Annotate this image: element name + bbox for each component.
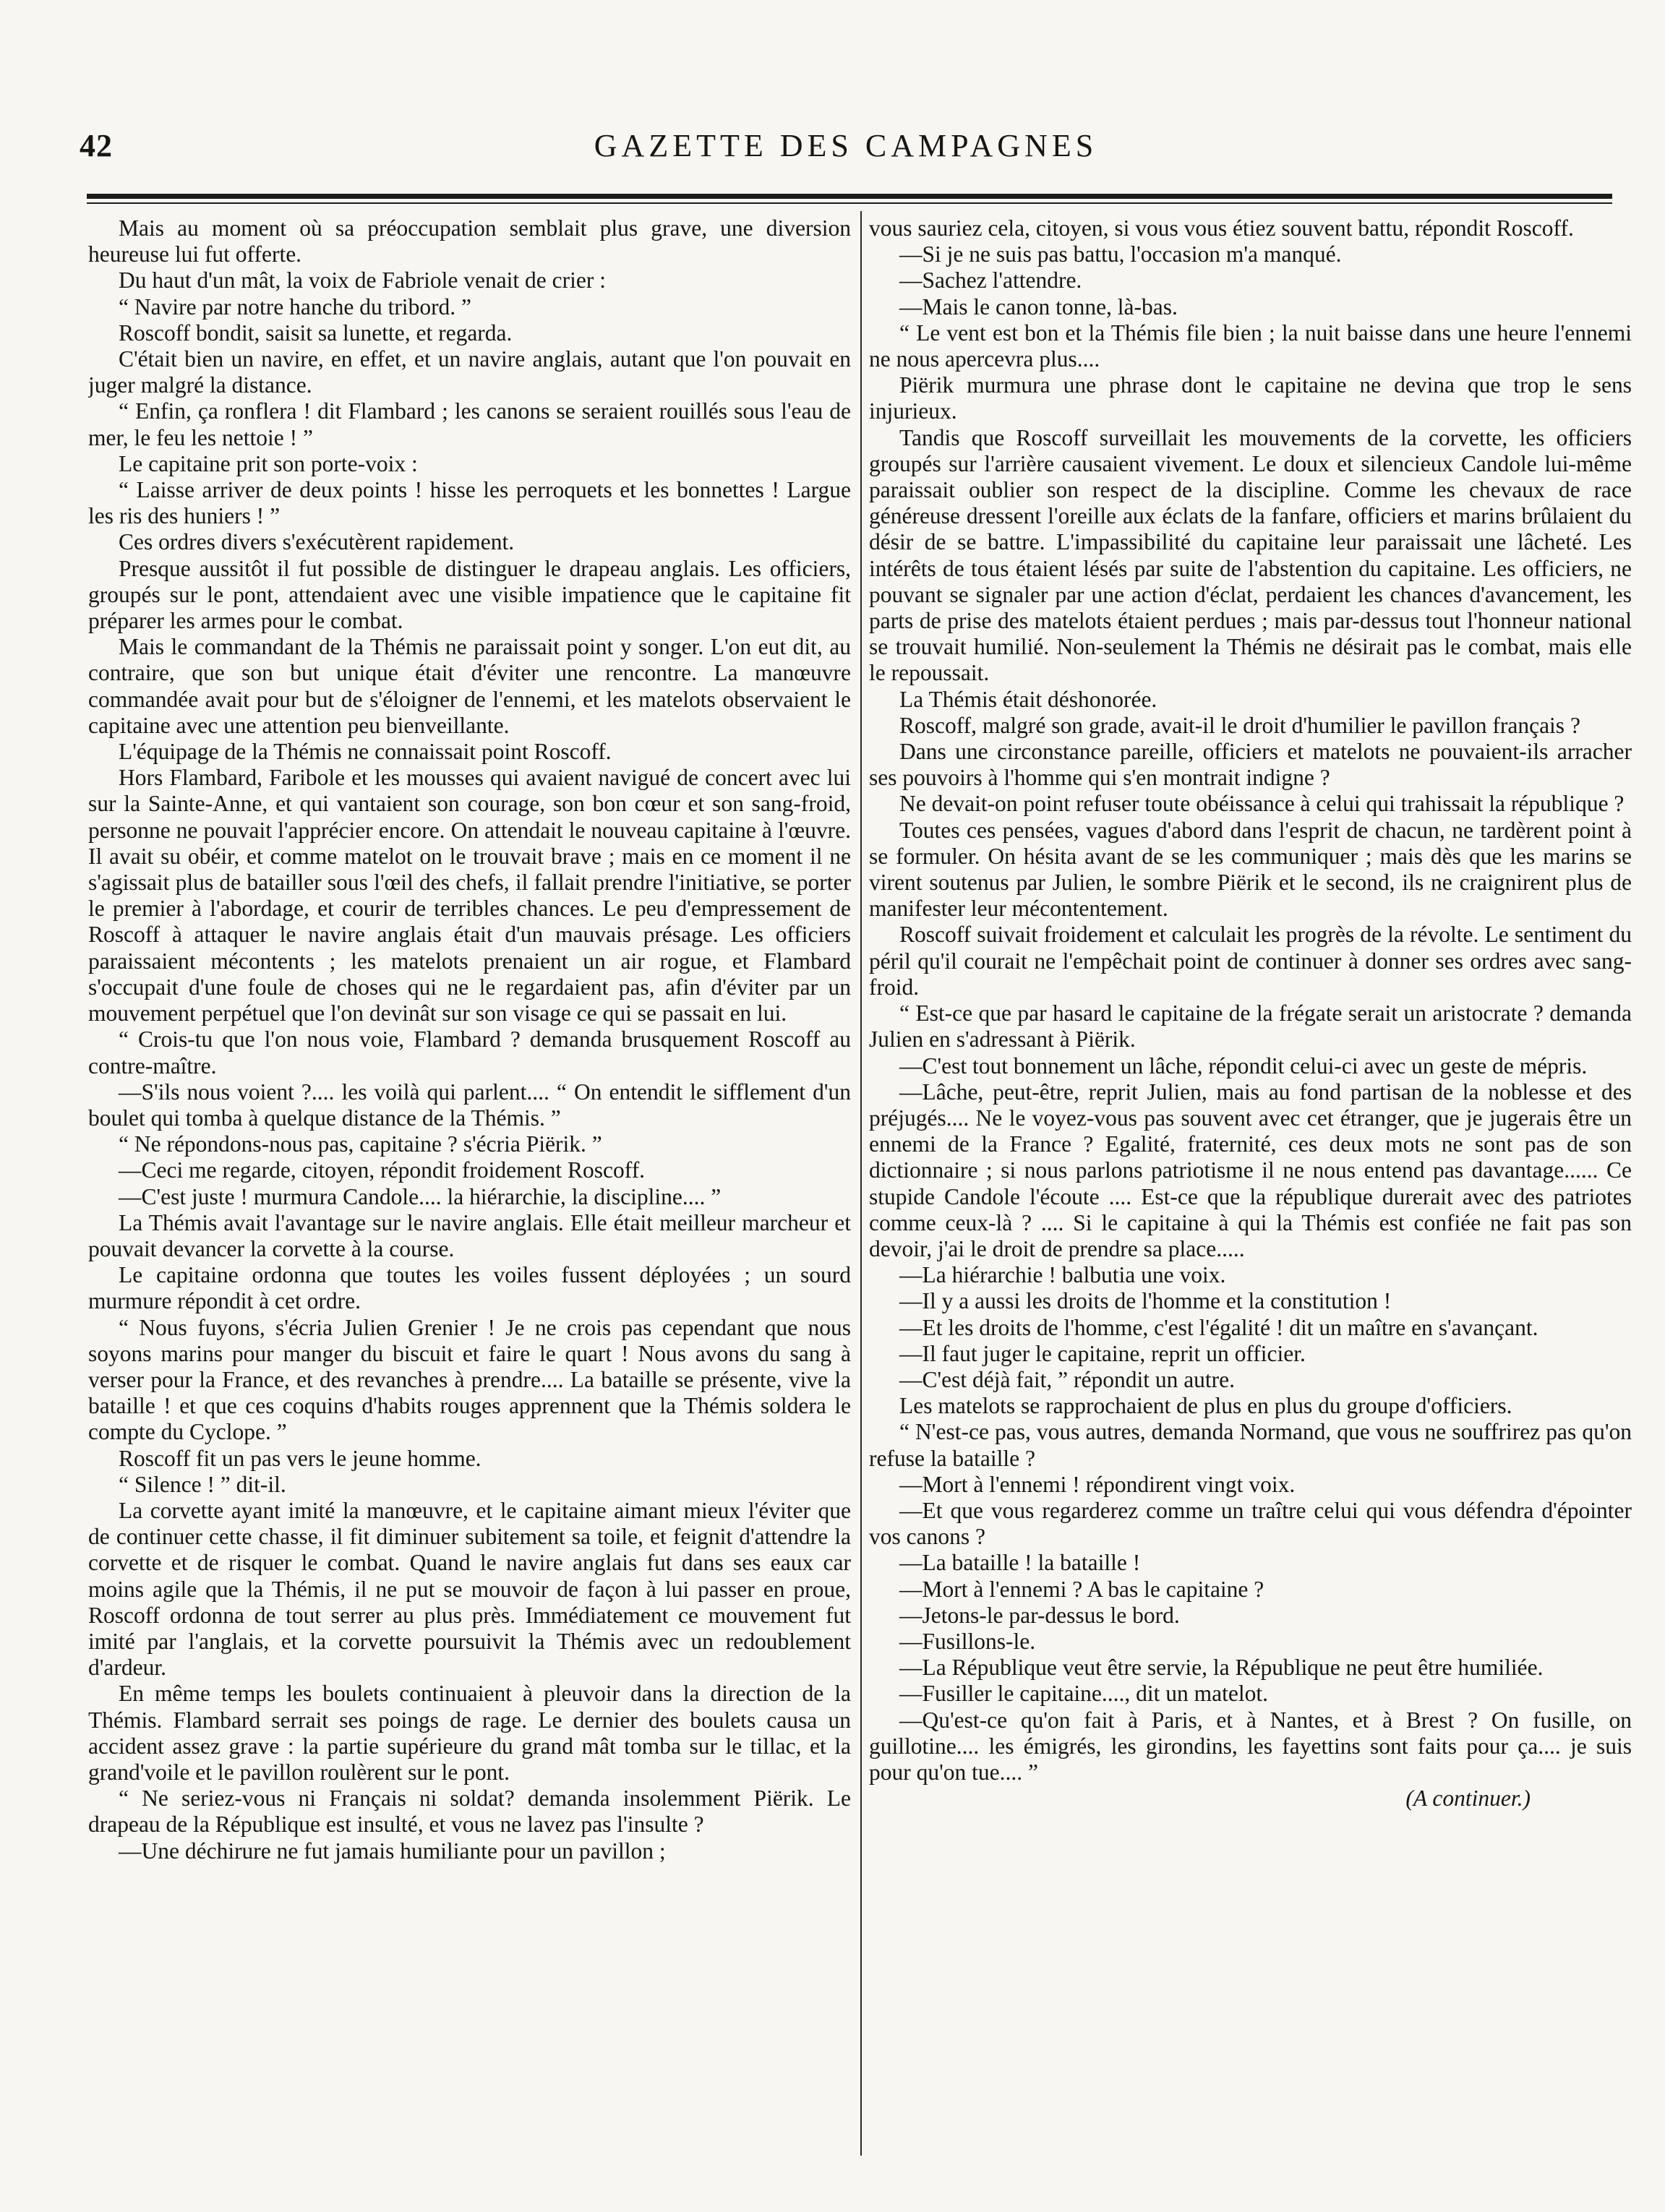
paragraph: Ces ordres divers s'exécutèrent rapidement. bbox=[119, 529, 515, 555]
paragraph: —La hiérarchie ! balbutia une voix. bbox=[899, 1262, 1226, 1288]
paragraph: —C'est juste ! murmura Candole.... la hiérarchie, la discipline.... ” bbox=[119, 1183, 722, 1209]
paragraph: “ Est-ce que par hasard le capitaine de la frégate serait un aristocrate ? demanda Julien en s'adressant à Piërik. bbox=[869, 1000, 1632, 1053]
paragraph: —Qu'est-ce qu'on fait à Paris, et à Nantes, et à Brest ? On fusille, on guillotine.... les émigrés, les girondins, les fayettins sont faits pour ça.... je suis pour qu'on tue.... ” bbox=[869, 1707, 1632, 1785]
paragraph: “ N'est-ce pas, vous autres, demanda Normand, que vous ne souffrirez pas qu'on refuse la bataille ? bbox=[869, 1419, 1632, 1471]
column-divider bbox=[860, 211, 862, 2156]
paragraph: —Si je ne suis pas battu, l'occasion m'a manqué. bbox=[899, 241, 1342, 267]
paragraph: Roscoff bondit, saisit sa lunette, et regarda. bbox=[119, 320, 513, 346]
paragraph: La corvette ayant imité la manœuvre, et le capitaine aimant mieux l'éviter que de continuer cette chasse, il fit diminuer subitement sa toile, et feignit d'attendre la corvette et de risquer le combat. Quand le navire anglais fut dans ses eaux car moins agile que la Thémis, il ne put se mouvoir de façon à lui passer en proue, Roscoff ordonna de tout serrer au plus près. Immédiatement ce mouvement fut imité par l'anglais, et la corvette poursuivit la Thémis avec un redoublement d'ardeur. bbox=[88, 1497, 851, 1681]
paragraph: Roscoff suivait froidement et calculait les progrès de la révolte. Le sentiment du péril qu'il courait ne l'empêchait point de continuer à donner ses ordres avec sang-froid. bbox=[869, 922, 1632, 1000]
paragraph: Ne devait-on point refuser toute obéissance à celui qui trahissait la république ? bbox=[899, 791, 1625, 817]
paragraph: —Lâche, peut-être, reprit Julien, mais au fond partisan de la noblesse et des préjugés.... Ne le voyez-vous pas souvent avec cet étranger, que je jugerais être un ennemi de la France ? Egalité, fraternité, ces deux mots ne sont pas de son dictionnaire ; si nous parlons patriotisme il ne nous entend pas davantage...... Ce stupide Candole l'écoute .... Est-ce que la république durerait avec des patriotes comme ceux-là ? .... Si le capitaine à qui la Thémis est confiée ne fait pas son devoir, j'ai le droit de prendre sa place..... bbox=[869, 1079, 1632, 1261]
paragraph: Presque aussitôt il fut possible de distinguer le drapeau anglais. Les officiers, groupés sur le pont, attendaient avec une visible impatience que le capitaine fit préparer les armes pour le combat. bbox=[88, 555, 851, 634]
paragraph: “ Nous fuyons, s'écria Julien Grenier ! Je ne crois pas cependant que nous soyons marins pour manger du biscuit et faire le quart ! Nous avons du sang à verser pour la France, et des revanches à prendre.... La bataille se présente, vive la bataille ! et que ces coquins d'habits rouges apprennent que la Thémis soldera le compte du Cyclope. ” bbox=[88, 1314, 851, 1445]
paragraph: “ Laisse arriver de deux points ! hisse les perroquets et les bonnettes ! Largue les ris des huniers ! ” bbox=[88, 477, 851, 529]
paragraph: —La République veut être servie, la République ne peut être humiliée. bbox=[899, 1655, 1544, 1681]
paragraph: “ Silence ! ” dit-il. bbox=[119, 1471, 286, 1497]
paragraph: Roscoff fit un pas vers le jeune homme. bbox=[119, 1445, 481, 1471]
paragraph: —S'ils nous voient ?.... les voilà qui parlent.... “ On entendit le sifflement d'un boulet qui tomba à quelque distance de la Thémis. ” bbox=[88, 1079, 851, 1131]
paragraph: La Thémis avait l'avantage sur le navire anglais. Elle était meilleur marcheur et pouvait devancer la corvette à la course. bbox=[88, 1209, 851, 1261]
paragraph: “ Le vent est bon et la Thémis file bien ; la nuit baisse dans une heure l'ennemi ne nous apercevra plus.... bbox=[869, 320, 1632, 372]
paragraph: —Ceci me regarde, citoyen, répondit froidement Roscoff. bbox=[119, 1157, 646, 1183]
paragraph: L'équipage de la Thémis ne connaissait point Roscoff. bbox=[119, 739, 612, 765]
paragraph: —Mais le canon tonne, là-bas. bbox=[899, 293, 1178, 320]
paragraph: En même temps les boulets continuaient à pleuvoir dans la direction de la Thémis. Flambard serrait ses poings de rage. Le dernier des boulets causa un accident assez grave : la partie supérieure du grand mât tomba sur le tillac, et la grand'voile et le pavillon roulèrent sur le pont. bbox=[88, 1681, 851, 1785]
paragraph: Hors Flambard, Faribole et les mousses qui avaient navigué de concert avec lui sur la Sainte-Anne, et qui vantaient son courage, son bon cœur et son sang-froid, personne ne pouvait l'apprécier encore. On attendait le nouveau capitaine à l'œuvre. Il avait su obéir, et comme matelot on le trouvait brave ; mais en ce moment il ne s'agissait plus de batailler sous l'œil des chefs, il fallait prendre l'initiative, se porter le premier à l'abordage, et courir de terribles chances. Le peu d'empressement de Roscoff à attaquer le navire anglais était d'un mauvais présage. Les officiers paraissaient mécontents ; les matelots prenaient un air rogue, et Flambard s'occupait d'une foule de choses qui ne le regardaient pas, afin d'éviter par un mouvement perpétuel que l'on devinât sur son visage ce qui se passait en lui. bbox=[88, 765, 851, 1026]
paragraph: —Et les droits de l'homme, c'est l'égalité ! dit un maître en s'avançant. bbox=[899, 1314, 1538, 1340]
paragraph: Les matelots se rapprochaient de plus en plus du groupe d'officiers. bbox=[899, 1393, 1512, 1419]
paragraph: Le capitaine ordonna que toutes les voiles fussent déployées ; un sourd murmure répondit à cet ordre. bbox=[88, 1262, 851, 1314]
paragraph: “ Navire par notre hanche du tribord. ” bbox=[119, 293, 472, 320]
paragraph: —Sachez l'attendre. bbox=[899, 267, 1082, 293]
paragraph: —Une déchirure ne fut jamais humiliante pour un pavillon ; bbox=[119, 1838, 666, 1864]
paragraph: Roscoff, malgré son grade, avait-il le droit d'humilier le pavillon français ? bbox=[899, 712, 1580, 738]
left-column bbox=[88, 215, 851, 2160]
paragraph: —Jetons-le par-dessus le bord. bbox=[899, 1602, 1180, 1628]
paragraph: —Mort à l'ennemi ! répondirent vingt voix. bbox=[899, 1471, 1296, 1497]
paragraph: —Et que vous regarderez comme un traître celui qui vous défendra d'épointer vos canons ? bbox=[869, 1497, 1632, 1550]
paragraph: —Il y a aussi les droits de l'homme et la constitution ! bbox=[899, 1288, 1392, 1314]
paragraph: “ Crois-tu que l'on nous voie, Flambard ? demanda brusquement Roscoff au contre-maître. bbox=[88, 1026, 851, 1079]
to-be-continued: (A continuer.) bbox=[1405, 1786, 1531, 1812]
paragraph: Mais au moment où sa préoccupation semblait plus grave, une diversion heureuse lui fut offerte. bbox=[88, 215, 851, 267]
paragraph: “ Ne seriez-vous ni Français ni soldat? demanda insolemment Piërik. Le drapeau de la République est insulté, et vous ne lavez pas l'insulte ? bbox=[88, 1786, 851, 1838]
paragraph: Toutes ces pensées, vagues d'abord dans l'esprit de chacun, ne tardèrent point à se formuler. On hésita avant de se les communiquer ; mais dès que les marins se virent soutenus par Julien, le sombre Piërik et le second, ils ne craignirent plus de manifester leur mécontentement. bbox=[869, 817, 1632, 922]
paragraph: Tandis que Roscoff surveillait les mouvements de la corvette, les officiers groupés sur l'arrière causaient vivement. Le doux et silencieux Candole lui-même paraissait oublier son respect de la discipline. Comme les chevaux de race généreuse dressent l'oreille aux éclats de la fanfare, officiers et marins brûlaient du désir de se battre. L'impassibilité du capitaine leur paraissait une lâcheté. Les intérêts de tous étaient lésés par suite de l'abstention du capitaine. Les officiers, ne pouvant se signaler par une action d'éclat, perdaient les chances d'avancement, les parts de prise des matelots étaient perdues ; mais par-dessus tout l'honneur national se trouvait humilié. Non-seulement la Thémis ne désirait pas le combat, mais elle le repoussait. bbox=[869, 424, 1632, 686]
right-column bbox=[869, 215, 1632, 2160]
paragraph: —Mort à l'ennemi ? A bas le capitaine ? bbox=[899, 1576, 1264, 1602]
paragraph: —La bataille ! la bataille ! bbox=[899, 1550, 1141, 1576]
header-rule-thick bbox=[87, 194, 1612, 199]
paragraph: Du haut d'un mât, la voix de Fabriole venait de crier : bbox=[119, 267, 606, 293]
paragraph: “ Enfin, ça ronflera ! dit Flambard ; les canons se seraient rouillés sous l'eau de mer, le feu les nettoie ! ” bbox=[88, 398, 851, 450]
paragraph: —Fusillons-le. bbox=[899, 1628, 1036, 1654]
paragraph: vous sauriez cela, citoyen, si vous vous étiez souvent battu, répondit Roscoff. bbox=[869, 215, 1574, 241]
paragraph: C'était bien un navire, en effet, et un navire anglais, autant que l'on pouvait en juger malgré la distance. bbox=[88, 346, 851, 398]
paragraph: —C'est déjà fait, ” répondit un autre. bbox=[899, 1366, 1236, 1392]
paragraph: La Thémis était déshonorée. bbox=[899, 686, 1157, 712]
paragraph: Dans une circonstance pareille, officiers et matelots ne pouvaient-ils arracher ses pouvoirs à l'homme qui s'en montrait indigne ? bbox=[869, 739, 1632, 791]
page-number: 42 bbox=[80, 128, 113, 163]
paragraph: —Il faut juger le capitaine, reprit un officier. bbox=[899, 1340, 1306, 1366]
paragraph: Piërik murmura une phrase dont le capitaine ne devina que trop le sens injurieux. bbox=[869, 372, 1632, 424]
page-header bbox=[80, 127, 1612, 171]
paragraph: —Fusiller le capitaine...., dit un matelot. bbox=[899, 1681, 1269, 1707]
paragraph: “ Ne répondons-nous pas, capitaine ? s'écria Piërik. ” bbox=[119, 1131, 602, 1157]
header-rule-thin bbox=[87, 202, 1612, 204]
paragraph: Le capitaine prit son porte-voix : bbox=[119, 450, 418, 476]
paragraph: Mais le commandant de la Thémis ne paraissait point y songer. L'on eut dit, au contraire, que son but unique était d'éviter une rencontre. La manœuvre commandée avait pour but de s'éloigner de l'ennemi, et les matelots observaient le capitaine avec une attention peu bienveillante. bbox=[88, 634, 851, 738]
paragraph: —C'est tout bonnement un lâche, répondit celui-ci avec un geste de mépris. bbox=[899, 1053, 1588, 1079]
journal-title: GAZETTE DES CAMPAGNES bbox=[594, 128, 1098, 163]
